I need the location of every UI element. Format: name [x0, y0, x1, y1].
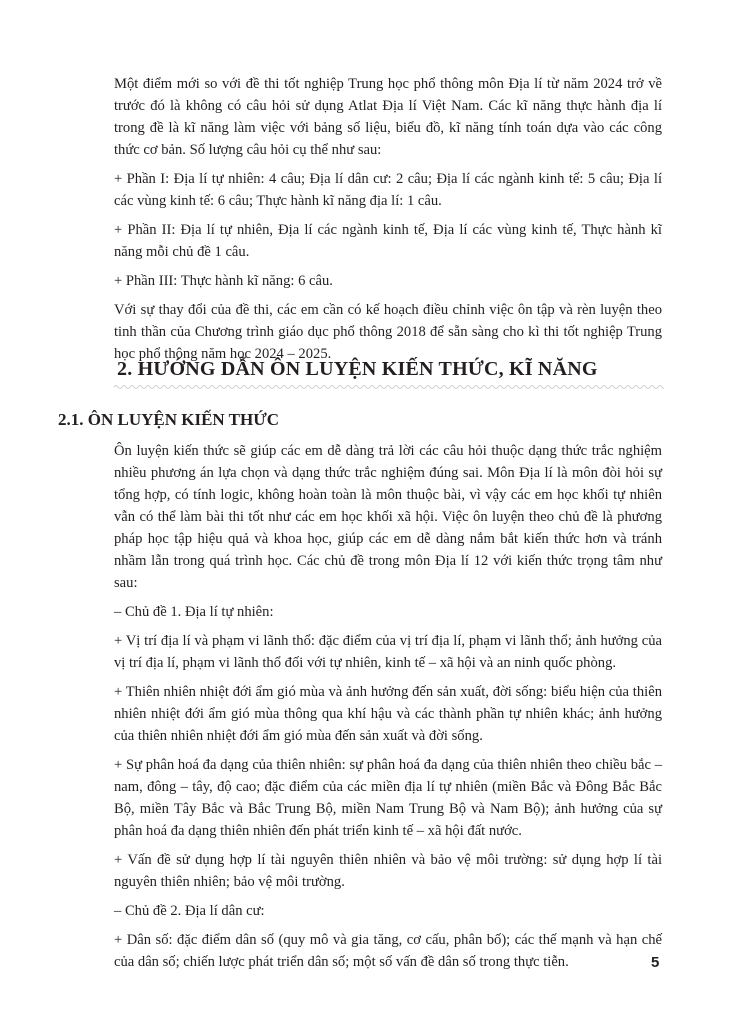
- paragraph: + Vị trí địa lí và phạm vi lãnh thổ: đặc điểm của vị trí địa lí, phạm vi lãnh thổ; ảnh hưởng của vị trí địa lí, phạm vi lãnh thổ đối với tự nhiên, kinh tế – xã hội và an ninh quốc phòng.: [114, 633, 662, 671]
- paragraph: + Vấn đề sử dụng hợp lí tài nguyên thiên nhiên và bảo vệ môi trường: sử dụng hợp lí tài nguyên thiên nhiên; bảo vệ môi trường.: [114, 852, 662, 890]
- wavy-divider: [114, 384, 664, 390]
- paragraph: – Chủ đề 1. Địa lí tự nhiên:: [114, 604, 274, 620]
- paragraph: + Sự phân hoá đa dạng của thiên nhiên: sự phân hoá đa dạng của thiên nhiên theo chiều bắc – nam, đông – tây, độ cao; đặc điểm của các miền địa lí tự nhiên (miền Bắc và Đông Bắc Bắc Bộ, miền Tây Bắc và Bắc Trung Bộ, miền Nam Trung Bộ và Nam Bộ); ảnh hưởng của sự phân hoá đa dạng thiên nhiên đến phát triển kinh tế – xã hội đất nước.: [114, 757, 662, 839]
- intro-text-block: [114, 73, 662, 372]
- paragraph: + Phần I: Địa lí tự nhiên: 4 câu; Địa lí dân cư: 2 câu; Địa lí các ngành kinh tế: 5 câu; Địa lí các vùng kinh tế: 6 câu; Thực hành kĩ năng địa lí: 1 câu.: [114, 171, 662, 209]
- paragraph: + Phần II: Địa lí tự nhiên, Địa lí các ngành kinh tế, Địa lí các vùng kinh tế, Thực hành kĩ năng mỗi chủ đề 1 câu.: [114, 222, 662, 260]
- page-number: 5: [651, 954, 660, 971]
- paragraph: Ôn luyện kiến thức sẽ giúp các em dễ dàng trả lời các câu hỏi thuộc dạng thức trắc nghiệm nhiều phương án lựa chọn và dạng thức trắc nghiệm đúng sai. Môn Địa lí là môn đòi hỏi sự tổng hợp, có tính logic, không hoàn toàn là môn thuộc bài, vì vậy các em học khối tự nhiên vẫn có thể làm bài thi tốt như các em học khối xã hội. Việc ôn luyện theo chủ đề là phương pháp học tập hiệu quả và khoa học, giúp các em dễ dàng nắm bắt kiến thức hơn và tránh nhầm lẫn trong quá trình học. Các chủ đề trong môn Địa lí 12 với kiến thức trọng tâm như sau:: [114, 443, 662, 591]
- subsection-text-block: [114, 440, 662, 980]
- paragraph: Một điểm mới so với đề thi tốt nghiệp Trung học phổ thông môn Địa lí từ năm 2024 trở về trước đó là không có câu hỏi sử dụng Atlat Địa lí Việt Nam. Các kĩ năng thực hành địa lí trong đề là kĩ năng làm việc với bảng số liệu, biểu đồ, kĩ năng tính toán dựa vào các công thức cơ bản. Số lượng câu hỏi cụ thể như sau:: [114, 76, 662, 158]
- section-heading: 2. HƯỚNG DẪN ÔN LUYỆN KIẾN THỨC, KĨ NĂNG: [117, 358, 598, 380]
- subsection-heading: 2.1. ÔN LUYỆN KIẾN THỨC: [58, 410, 280, 429]
- paragraph: + Thiên nhiên nhiệt đới ẩm gió mùa và ảnh hưởng đến sản xuất, đời sống: biểu hiện của thiên nhiên nhiệt đới ẩm gió mùa thông qua khí hậu và các thành phần tự nhiên khác; ảnh hưởng của thiên nhiên nhiệt đới ẩm gió mùa đến sản xuất và đời sống.: [114, 684, 662, 744]
- paragraph: + Dân số: đặc điểm dân số (quy mô và gia tăng, cơ cấu, phân bố); các thế mạnh và hạn chế của dân số; chiến lược phát triển dân số; một số vấn đề dân số trong thực tiễn.: [114, 932, 662, 970]
- paragraph: – Chủ đề 2. Địa lí dân cư:: [114, 903, 265, 919]
- paragraph: + Phần III: Thực hành kĩ năng: 6 câu.: [114, 273, 333, 289]
- paragraph: Với sự thay đổi của đề thi, các em cần có kế hoạch điều chỉnh việc ôn tập và rèn luyện theo tinh thần của Chương trình giáo dục phổ thông 2018 để sẵn sàng cho kì thi tốt nghiệp Trung học phổ thông năm học 2024 – 2025.: [114, 302, 662, 362]
